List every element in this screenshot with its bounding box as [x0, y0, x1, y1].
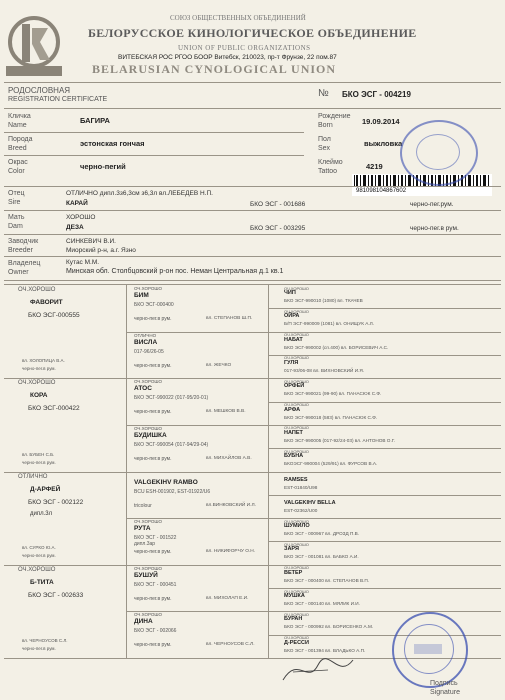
gen2-extra: дипл.3ар [134, 541, 156, 548]
dam-color: черно-пег.в рум. [410, 225, 459, 232]
gen2-grade: ОЧ.ХОРОШО [134, 425, 163, 431]
gen3-grade: ОЧ.ХОРОШО [284, 378, 309, 384]
gen3-name: VALGEKIHV BELLA [284, 499, 336, 506]
gen2-color: черно-пег.в рум. [134, 362, 172, 369]
gen3-name: БУБНА [284, 453, 304, 460]
gen2-grade: ОЧ.ХОРОШО [134, 519, 163, 525]
gen2-owner: вл. НИКИФОРЧУ О.Н. [206, 549, 256, 555]
gen3-name: ОЙРА [284, 313, 300, 320]
gen3-reg: БКО ЭСГ - 000140 вл. МЯЛИК И.И. [284, 601, 360, 607]
gen1-name: КОРА [30, 392, 48, 400]
gen2-owner: вл. МИХОЛАП Е.И. [206, 595, 249, 601]
gen3-name: RAMSES [284, 476, 308, 483]
born-label-en: Born [318, 122, 333, 129]
gen3-name: ВЕТЕР [284, 569, 303, 576]
official-stamp-top [400, 120, 478, 186]
gen2-color: черно-пег.в рум. [134, 549, 172, 556]
gen2-reg: 017-96/26-05 [134, 348, 164, 355]
gen1-owner: вл. БУБЕН С.Б. [22, 451, 55, 457]
gen3-reg: Б/П ЭСГ-990009 (1081) вл. ОНИЩУК А.Л. [284, 321, 375, 327]
gen1-reg: БКО ЭСГ - 002633 [28, 591, 84, 599]
gen2-reg: БКО ЭСГ-990022 (017-95/20-01) [134, 395, 209, 402]
dam-reg: БКО ЭСГ - 003295 [250, 225, 306, 232]
number-sign: № [318, 88, 329, 99]
tattoo-label-ru: Клеймо [318, 159, 343, 166]
gen3-reg: EST-01840/U98 [284, 484, 318, 490]
sex-label-ru: Пол [318, 136, 331, 143]
gen2-owner: вл.ВИНКОВСКИЙ И.Л. [206, 502, 256, 508]
gen2-owner: вл. МИХАЙЛОВ А.В. [206, 455, 252, 461]
gen3-reg: БКО ЭСГ-990002 (сп.400) вл. БОРИСЕВИЧ А.С. [284, 344, 389, 350]
gen1-name: Д-АРФЕЙ [30, 485, 61, 493]
gen3-name: ОРФЕЙ [284, 383, 305, 390]
gen1-grade: ОЧ.ХОРОШО [18, 566, 56, 573]
gen2-name: АТОС [134, 385, 152, 393]
gen3-name: ЧИП [284, 290, 296, 296]
gen2-owner: вл. МЕШКОВ В.В. [206, 409, 246, 415]
dog-breed: эстонская гончая [80, 139, 145, 148]
gen2-name: РУТА [134, 525, 151, 533]
org-name-en: BELARUSIAN CYNOLOGICAL UNION [92, 62, 337, 76]
signature-label-ru: Подпись [430, 680, 458, 687]
gen3-name: АРФА [284, 406, 301, 413]
sire-name: КАРАЙ [66, 200, 88, 207]
official-stamp-bottom [392, 612, 468, 688]
gen1-color: черно-пег.в рум. [22, 366, 56, 372]
gen3-reg: БКО ЭСГ-990021 (99-90) вл. ПАНАСЮК С.Ф. [284, 391, 382, 397]
gen1-reg: БКО ЭСГ - 002122 [28, 498, 84, 506]
dog-born: 19.09.2014 [362, 117, 400, 126]
gen2-color: черно-пег.в рум. [134, 595, 172, 602]
gen3-grade: ОЧ.ХОРОШО [284, 308, 309, 314]
gen2-color: черно-пег.в рум. [134, 316, 172, 322]
gen3-grade: ОЧ.ХОРОШО [284, 332, 309, 338]
gen3-reg: БКО ЭСГ - 000967 вл. ДРОЗД П.В. [284, 531, 360, 537]
gen2-grade: ОЧ.ХОРОШО [134, 565, 163, 571]
sire-color: черно-пег.рум. [410, 201, 454, 208]
name-label-en: Name [8, 122, 27, 129]
owner-label-en: Owner [8, 269, 29, 276]
gen1-grade: ОЧ.ХОРОШО [18, 287, 56, 293]
gen3-name: НАПЕТ [284, 429, 303, 436]
owner-label-ru: Владелец [8, 260, 41, 267]
dam-label-ru: Мать [8, 214, 25, 221]
gen1-reg: БКО ЭСГ-000422 [28, 405, 80, 413]
gen3-reg: БКО ЭСГ-990010 (1080) вл. ТКАЧЕВ [284, 298, 363, 303]
gen2-reg: БКО ЭСГ - 000451 [134, 581, 177, 588]
certificate-title-en: REGISTRATION CERTIFICATE [8, 96, 108, 103]
gen2-name: VALGEKIHV RAMBO [134, 478, 198, 486]
gen1-extra: дипл.3л [30, 510, 53, 517]
sire-label-en: Sire [8, 199, 21, 206]
gen3-reg: БКО ЭСГ-990005 (017-92/24-03) вл. АНТОНОВ О.Г. [284, 437, 396, 443]
certificate-number: БКО ЭСГ - 004219 [342, 90, 411, 99]
gen3-name: ШУМИЛО [284, 523, 310, 530]
gen2-reg: БКО ЭСГ-000400 [134, 302, 174, 308]
dam-label-en: Dam [8, 223, 23, 230]
bku-logo-icon [4, 10, 64, 80]
gen2-name: ВИСЛА [134, 338, 158, 346]
sire-reg: БКО ЭСГ - 001686 [250, 201, 306, 208]
name-label-ru: Кличка [8, 113, 31, 120]
gen1-owner: вл. ЧЕРНОУСОВ С.Л. [22, 638, 68, 643]
signature-scribble-icon [278, 650, 358, 690]
gen2-owner: вл. СТЕПАНОВ Ш.П. [206, 316, 253, 321]
chip-number: 981098104867602 [356, 188, 407, 194]
gen1-owner: вл. ХОЛОПИЦА В.А. [22, 358, 65, 364]
gen2-name: БИМ [134, 292, 149, 299]
gen3-grade: ОЧ.ХОРОШО [284, 425, 309, 431]
gen1-name: Б-ТИТА [30, 578, 54, 586]
tattoo-label-en: Tattoo [318, 168, 338, 175]
gen3-grade: ОЧ.ХОРОШО [284, 518, 309, 524]
gen2-grade: ОЧ.ХОРОШО [134, 286, 163, 291]
gen1-grade: ОТЛИЧНО [18, 473, 48, 480]
gen2-name: БУДИШКА [134, 431, 167, 439]
gen2-name: ДИНА [134, 618, 153, 626]
gen2-color: tricolour [134, 502, 152, 509]
dog-tattoo: 4219 [366, 162, 383, 171]
gen2-owner: вл. ЧЕРНОУСОВ С.Л. [206, 642, 255, 648]
gen1-color: черно-пег.в рум. [22, 459, 56, 465]
color-label-en: Color [8, 168, 25, 175]
gen3-reg: 017-93/06-08 вл. ВИХНОВСКИЙ И.Я. [284, 367, 365, 373]
union-en-small: UNION OF PUBLIC ORGANIZATIONS [178, 44, 311, 52]
org-name-ru: БЕЛОРУССКОЕ КИНОЛОГИЧЕСКОЕ ОБЪЕДИНЕНИЕ [88, 26, 417, 40]
breeder-address: Миорский р-н, а.г. Язно [66, 247, 136, 254]
dog-sex: выжловка [364, 139, 403, 148]
gen1-color: черно-пег.в рум. [22, 552, 56, 558]
gen3-grade: ОЧ.ХОРОШО [284, 565, 309, 571]
gen3-grade: ОЧ.ХОРОШО [284, 635, 309, 641]
gen2-reg: BCU ESH-001902, EST-01922/U6 [134, 488, 211, 495]
gen1-grade: ОЧ.ХОРОШО [18, 380, 56, 387]
gen3-name: МУШКА [284, 593, 305, 600]
gen2-grade: ОЧ.ХОРОШО [134, 379, 163, 385]
gen3-grade: ОЧ.ХОРОШО [284, 588, 309, 594]
dam-titles: ХОРОШО [66, 214, 96, 221]
gen3-name: НАБАТ [284, 336, 303, 343]
sex-label-en: Sex [318, 145, 331, 152]
gen3-grade: ОЧ.ХОРОШО [284, 285, 309, 291]
gen3-name: Д-РЕССИ [284, 639, 309, 646]
gen2-grade: ОТЛИЧНО [134, 332, 157, 338]
address: ВИТЕБСКАЯ РОС РГОО БООР Витебск, 210023, пр-т Фрунзе, 22 пом.87 [118, 54, 337, 61]
dog-name: БАГИРА [80, 116, 110, 125]
gen2-reg: БКО ЭСГ-990054 (017-94/29-04) [134, 441, 209, 448]
gen2-color: черно-пег.в рум. [134, 642, 172, 649]
gen3-name: ГУЛЯ [284, 359, 299, 366]
breed-label-ru: Порода [8, 136, 33, 143]
breeder-name: СИНКЕВИЧ В.И. [66, 238, 116, 245]
gen3-grade: ОЧ.ХОРОШО [284, 355, 309, 361]
breed-label-en: Breed [8, 145, 27, 152]
union-ru-small: СОЮЗ ОБЩЕСТВЕННЫХ ОБЪЕДИНЕНИЙ [170, 14, 306, 22]
gen3-reg: БКО ЭСГ - 001394 вл. ВЛАДЬКО А.П. [284, 647, 366, 653]
gen3-reg: БКО ЭСГ - 000992 вл. БОРИСЕНКО А.М. [284, 624, 374, 630]
gen2-color: черно-пег.в рум. [134, 409, 172, 416]
color-label-ru: Окрас [8, 159, 28, 166]
gen2-name: БУШУЙ [134, 571, 158, 579]
gen1-owner: вл. СУРКО Ю.А. [22, 544, 56, 550]
gen3-reg: EST-02362/U00 [284, 507, 318, 513]
gen1-reg: БКО ЭСГ-000555 [28, 312, 80, 319]
owner-address: Минская обл. Столбцовский р-он пос. Неман Центральная д.1 кв.1 [66, 268, 284, 275]
gen3-reg: БКО ЭСГ-990018 (583) вл. ПАНАСЮК С.Ф. [284, 414, 378, 420]
gen3-reg: БКОЭСГ-990004 (529/91) вл. ФУРСОВ В.А. [284, 461, 378, 467]
breeder-label-ru: Заводчик [8, 238, 39, 245]
gen1-color: черно-пег.в рум. [22, 646, 56, 651]
gen2-grade: ОЧ.ХОРОШО [134, 612, 163, 618]
gen2-reg: БКО ЭСГ - 001522 [134, 535, 177, 542]
gen3-grade: ОЧ.ХОРОШО [284, 611, 309, 617]
born-label-ru: Рождение [318, 113, 351, 120]
gen3-grade: ОЧ.ХОРОШО [284, 402, 309, 408]
gen2-owner: вл. ЖЕЧКО [206, 362, 232, 368]
sire-titles: ОТЛИЧНО дипл.3з6,3см з6,3л вл.ЛЕБЕДЕВ Н.П. [66, 190, 213, 197]
gen3-name: ЗАРЯ [284, 546, 299, 553]
certificate-title-ru: РОДОСЛОВНАЯ [8, 86, 71, 95]
owner-name: Кутас М.М. [66, 259, 100, 266]
dam-name: ДЕЗА [66, 224, 84, 231]
dog-color: черно-пегий [80, 162, 126, 171]
gen2-reg: БКО ЭСГ - 002066 [134, 628, 177, 635]
gen3-name: БУРАН [284, 616, 303, 623]
signature-label-en: Signature [430, 689, 460, 696]
breeder-label-en: Breeder [8, 247, 33, 254]
sire-label-ru: Отец [8, 190, 25, 197]
gen1-name: ФАВОРИТ [30, 299, 63, 306]
gen3-reg: БКО ЭСГ - 001081 вл. БАБКО А.И. [284, 554, 359, 560]
gen3-reg: БКО ЭСГ - 000400 вл. СТЕПАНОВ В.П. [284, 577, 370, 583]
gen3-grade: ОЧ.ХОРОШО [284, 448, 309, 454]
gen3-grade: ОЧ.ХОРОШО [284, 541, 309, 547]
gen2-color: черно-пег.в рум. [134, 455, 172, 462]
